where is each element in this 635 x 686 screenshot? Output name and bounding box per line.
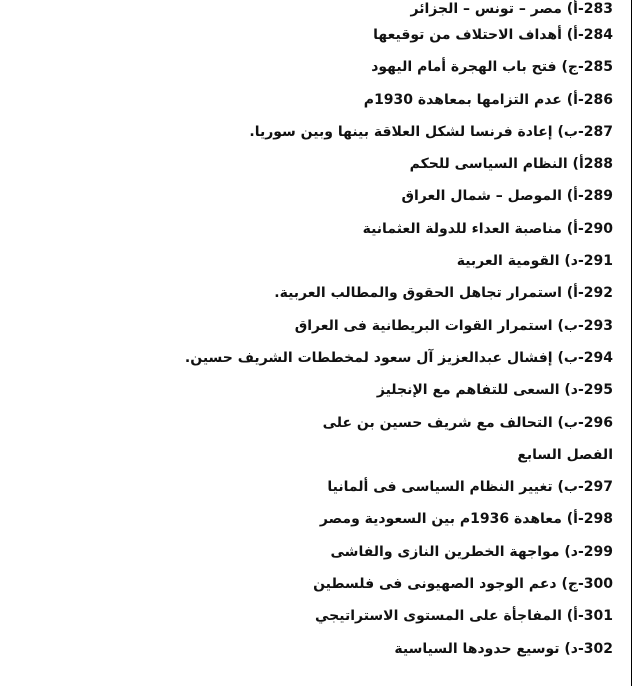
- answer-line-284: 284-أ) أهداف الاحتلاف من توقيعها: [373, 27, 613, 43]
- answer-line-294: 294-ب) إفشال عبدالعزيز آل سعود لمخططات الشريف حسين.: [184, 349, 613, 366]
- answer-line-287: 287-ب) إعادة فرنسا لشكل العلاقة بينها وبين سوريا.: [249, 123, 613, 140]
- page-right-border: [631, 0, 632, 686]
- answer-line-298: 298-أ) معاهدة 1936م بين السعودية ومصر: [319, 511, 613, 528]
- answer-line-297: 297-ب) تغيير النظام السياسى فى ألمانيا: [327, 479, 613, 496]
- answer-line-285: 285-ج) فتح باب الهجرة أمام اليهود: [371, 59, 613, 76]
- answer-line-299: 299-د) مواجهة الخطرين النازى والفاشى: [330, 543, 613, 560]
- answer-line-293: 293-ب) استمرار القوات البريطانية فى العراق: [294, 317, 613, 334]
- chapter-heading: الفصل السابع: [517, 446, 613, 463]
- answer-line-296: 296-ب) التحالف مع شريف حسين بن على: [322, 414, 613, 431]
- answer-line-283: 283-أ) مصر – تونس – الجزائر: [410, 1, 613, 17]
- answer-line-300: 300-ج) دعم الوجود الصهيونى فى فلسطين: [313, 576, 613, 593]
- answer-line-291: 291-د) القومية العربية: [456, 253, 613, 270]
- answer-line-288: 288أ) النظام السياسى للحكم: [409, 156, 613, 173]
- answer-line-290: 290-أ) مناصبة العداء للدولة العثمانية: [362, 220, 613, 237]
- answer-line-301: 301-أ) المفاجأة على المستوى الاستراتيجي: [314, 608, 613, 625]
- answer-list: [13, 0, 613, 665]
- answer-line-289: 289-أ) الموصل – شمال العراق: [401, 188, 613, 205]
- answer-line-286: 286-أ) عدم التزامها بمعاهدة 1930م: [363, 91, 613, 108]
- answer-line-295: 295-د) السعى للتفاهم مع الإنجليز: [376, 382, 613, 399]
- answer-line-292: 292-أ) استمرار تجاهل الحقوق والمطالب العربية.: [274, 285, 613, 302]
- answer-line-302: 302-د) توسيع حدودها السياسية: [394, 640, 613, 657]
